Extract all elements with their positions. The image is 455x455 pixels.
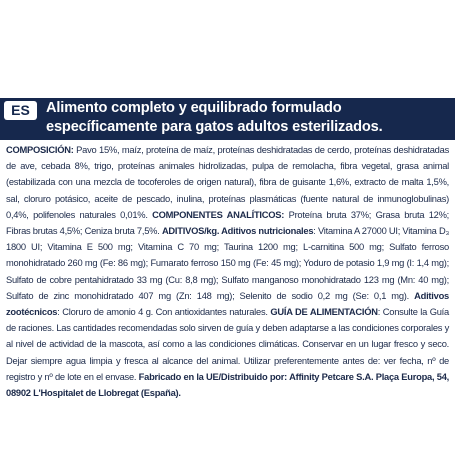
feeding-guide-text: : Consulte la Guía de raciones. Las cantidades recomendadas solo sirven de guía y deben adaptarse a las condiciones corporales y al nivel de actividad de la mascota, así como a las condiciones climáticas. Conservar en un lugar fresco y seco. Dejar siempre agua limpia y fresca al alcance del animal. Utilizar preferentemente antes de: ver fecha, nº de registro y nº de lote en el envase. bbox=[6, 307, 449, 382]
composition-heading: COMPOSICIÓN: bbox=[6, 145, 74, 155]
analytical-text: Proteína bruta 37%; Grasa bruta 12%; Fibras brutas 4,5%; Ceniza bruta 7,5%. bbox=[6, 209, 450, 237]
zootechnical-text: : Cloruro de amonio 4 g. Con antioxidantes naturales. bbox=[57, 307, 271, 318]
additives-text: : Vitamina A 27000 UI; Vitamina D₃ 1800 UI; Vitamina E 500 mg; Vitamina C 70 mg; Taurina 1200 mg; L-carnitina 500 mg; Sulfato ferroso monohidratado 260 mg (Fe: 86 mg); Fumarato ferroso 150 mg (Fe: 45 mg); Yoduro de potasio 1,9 mg (I: 1,4 mg); Sulfato de cobre pentahidratado 33 mg (Cu: 8,8 mg); Sulfato manganoso monohidratado 123 mg (Mn: 40 mg); Sulfato de zinc monohidratado 407 mg (Zn: 148 mg); Selenito de sodio 0,2 mg (Se: 0,1 mg). bbox=[6, 226, 449, 301]
zootechnical-heading: Aditivos zootécnicos bbox=[6, 290, 449, 318]
label-body-text bbox=[6, 142, 449, 401]
feeding-guide-heading: GUÍA DE ALIMENTACIÓN bbox=[270, 307, 378, 318]
composition-text: Pavo 15%, maíz, proteína de maíz, proteínas deshidratadas de cerdo, proteínas deshidratadas de ave, cebada 8%, trigo, proteínas animales hidrolizadas, pulpa de remolacha, fibra vegetal, grasa animal (estabilizada con una mezcla de tocoferoles de origen natural), fibra de guisante 1,6%, extracto de malta 1,5%, sal, cloruro potásico, aceite de pescado, inulina, proteínas plasmáticas (fuente natural de inmunoglobulinas) 0,4%, polifenoles naturales 0,01%. bbox=[6, 145, 449, 220]
product-title: Alimento completo y equilibrado formulado específicamente para gatos adultos esterilizados. bbox=[46, 100, 383, 135]
analytical-heading: COMPONENTES ANALÍTICOS: bbox=[152, 209, 285, 220]
manufacturer-text: Fabricado en la UE/Distribuido por: Affinity Petcare S.A. Plaça Europa, 54, 08902 L'Hospitalet de Llobregat (España). bbox=[6, 371, 449, 399]
additives-heading: ADITIVOS/kg. Aditivos nutricionales bbox=[161, 226, 314, 237]
language-badge: ES bbox=[4, 101, 37, 120]
